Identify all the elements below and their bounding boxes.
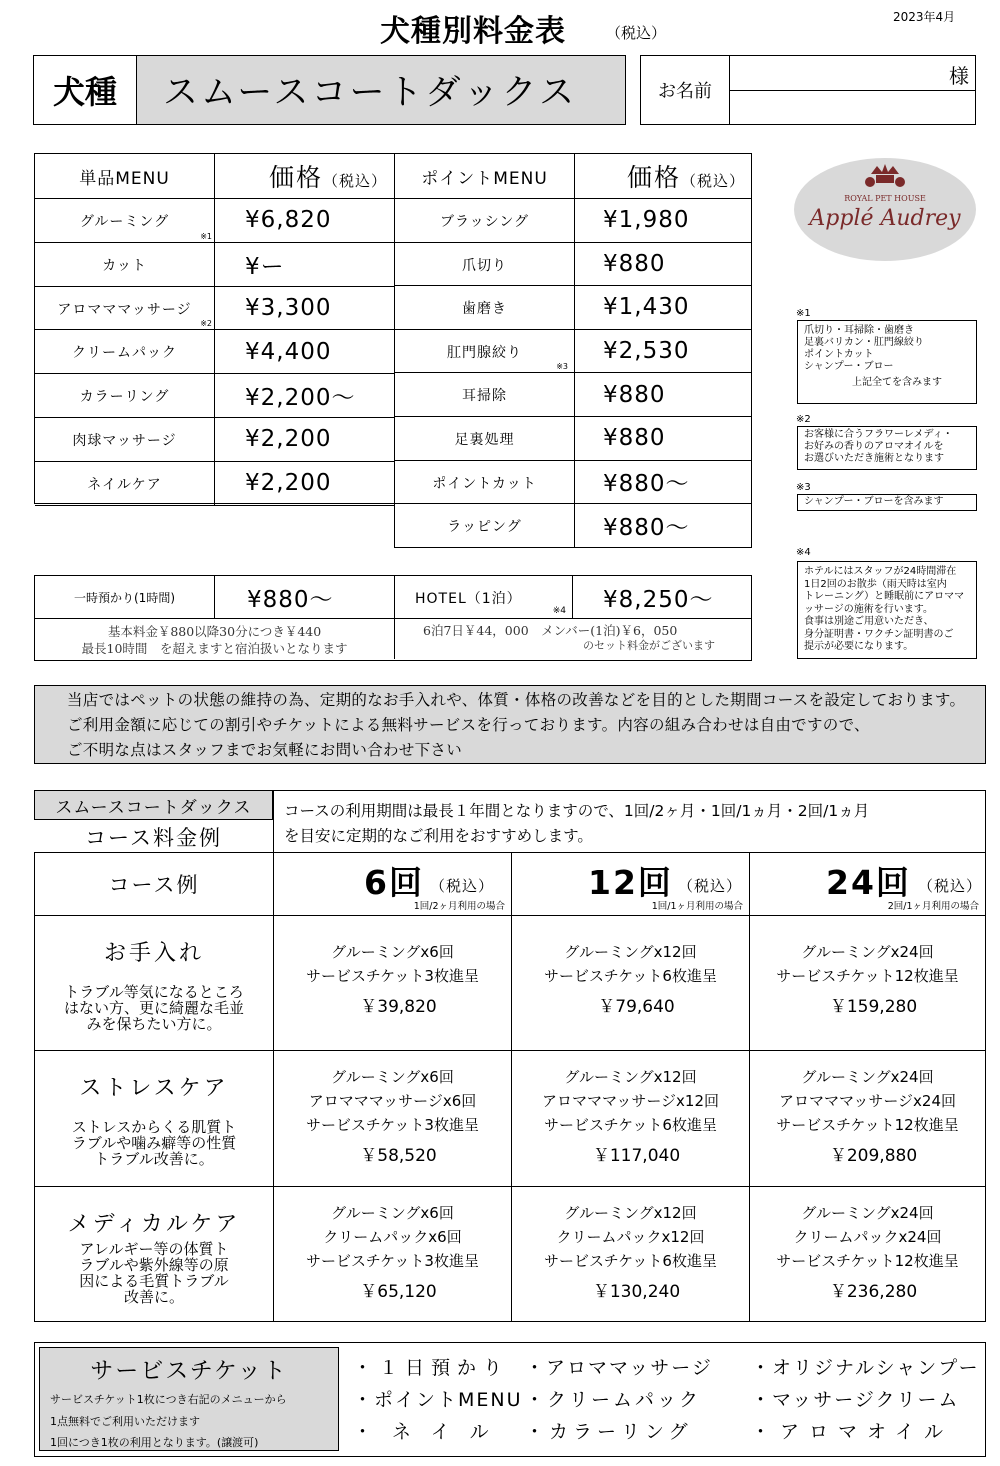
course-cell — [512, 916, 750, 1050]
course-col-note: 1回/1ヶ月利用の場合 — [651, 901, 743, 912]
hotel-cell — [395, 576, 573, 618]
course-cell — [750, 1187, 985, 1322]
point-menu-item-name: ラッピング — [447, 519, 522, 536]
single-menu-table — [34, 153, 395, 504]
course-cell-line: サービスチケット12枚進呈 — [776, 1252, 959, 1270]
course-cell-line: アロマママッサージx12回 — [541, 1092, 720, 1110]
course-cell-line: クリームパックx6回 — [323, 1228, 462, 1246]
note2-line: お客様に合うフラワーレメディ・ — [804, 429, 953, 440]
note3-line: シャンプー・ブローを含みます — [804, 496, 944, 507]
course-cell-price: ￥39,820 — [360, 997, 437, 1017]
ticket-item: ・アロマオイル — [751, 1421, 954, 1443]
course-cell-line: グルーミングx6回 — [331, 1068, 454, 1086]
course-cell-line: サービスチケット12枚進呈 — [776, 967, 959, 985]
course-row-desc-line: みを保ちたい方に。 — [86, 1015, 222, 1033]
course-cell — [274, 1051, 512, 1186]
course-breed: スムースコートダックス — [34, 790, 273, 820]
course-row-desc-line: アレルギー等の体質ト — [79, 1240, 229, 1258]
single-menu-item-name: クリームパック — [72, 345, 177, 362]
note1-footer: 上記全てを含みます — [852, 377, 942, 388]
single-menu-item-name: ネイルケア — [87, 476, 162, 493]
point-menu-row — [395, 504, 751, 548]
course-row — [35, 1187, 985, 1322]
course-col-tax: （税込） — [918, 877, 983, 895]
ticket-desc3: 1回につき1枚の利用となります。(譲渡可) — [50, 1436, 259, 1449]
single-menu-item-name: 肉球マッサージ — [72, 432, 177, 449]
single-menu-row — [35, 287, 395, 331]
page-title: 犬種別料金表 — [380, 14, 566, 49]
course-title: コース料金例 — [85, 825, 222, 850]
course-col-count: 6回 — [364, 863, 424, 902]
point-menu-item-name-cell — [395, 330, 575, 373]
logo-line2: Applé Audrey — [809, 206, 961, 231]
course-cell-price: ￥79,640 — [598, 997, 675, 1017]
course-cell-price: ￥58,520 — [360, 1146, 437, 1166]
point-menu-item-price: ¥1,430 — [603, 294, 690, 321]
single-menu-item-name-cell — [35, 374, 215, 417]
single-menu-item-name-cell — [35, 330, 215, 373]
note4-mark: ※4 — [796, 547, 811, 558]
ticket-desc2: 1点無料でご利用いただけます — [50, 1415, 200, 1428]
point-menu-row — [395, 373, 751, 417]
point-menu-tax-label: （税込） — [681, 171, 746, 190]
course-cell-line: サービスチケット3枚進呈 — [306, 1252, 479, 1270]
course-cell-line: サービスチケット3枚進呈 — [306, 967, 479, 985]
point-menu-item-name-cell — [395, 243, 575, 286]
single-menu-row — [35, 330, 395, 374]
daycare-price: ¥880〜 — [215, 576, 395, 618]
daycare-hotel-box — [34, 575, 752, 661]
course-cell-line: グルーミングx24回 — [801, 943, 934, 961]
course-cell-line: サービスチケット6枚進呈 — [544, 967, 717, 985]
note1-mark: ※1 — [796, 308, 811, 319]
course-row-desc — [35, 1241, 273, 1305]
single-menu-row — [35, 462, 395, 506]
ticket-left — [39, 1347, 339, 1451]
ticket-item: ・オリジナルシャンプー — [751, 1357, 980, 1379]
course-table — [34, 790, 986, 1322]
course-row-desc-line: ラブルや紫外線等の原 — [79, 1256, 229, 1274]
point-menu-row — [395, 199, 751, 243]
name-box — [640, 55, 976, 125]
single-menu-item-price: ¥ー — [215, 243, 395, 286]
point-menu-item-price: ¥880 — [603, 381, 666, 408]
course-cell-line: グルーミングx6回 — [331, 943, 454, 961]
course-cell — [512, 1051, 750, 1186]
point-menu-item-name-cell — [395, 286, 575, 329]
note4-line: 食事は別途ご用意いただき、 — [804, 616, 934, 627]
single-menu-row — [35, 199, 395, 243]
point-menu-price-label: 価格 — [627, 163, 682, 192]
course-cell — [274, 916, 512, 1050]
course-row-desc — [35, 1119, 273, 1167]
single-menu-row — [35, 374, 395, 418]
point-menu-item-price: ¥880〜 — [603, 515, 690, 542]
point-menu-header-price — [575, 154, 751, 198]
point-menu-row — [395, 417, 751, 461]
course-row-label — [35, 916, 274, 1050]
point-menu-item-price: ¥880 — [603, 250, 666, 277]
point-menu-item-price: ¥880〜 — [603, 471, 690, 498]
logo — [792, 156, 978, 263]
course-col-count: 12回 — [588, 863, 673, 902]
ticket-desc1: サービスチケット1枚につき右記のメニューから — [50, 1393, 287, 1406]
ticket-item: ・ネイル — [353, 1421, 509, 1443]
single-menu-item-price: ¥6,820 — [215, 199, 395, 242]
course-cell-price: ￥209,880 — [829, 1146, 918, 1166]
course-cell-price: ￥130,240 — [592, 1282, 681, 1302]
course-col-count: 24回 — [826, 863, 911, 902]
single-menu-item-mark: ※1 — [200, 231, 212, 241]
single-menu-item-price: ¥2,200 — [215, 418, 395, 461]
note1-line: ポイントカット — [804, 349, 874, 360]
hotel-note1: 6泊7日￥44，000 メンバー(1泊)￥6，050 — [423, 623, 678, 638]
note1-line: シャンプー・ブロー — [804, 361, 894, 372]
note4-line: トレーニング）と睡眠前にアロママ — [804, 591, 965, 602]
note3-box — [797, 494, 977, 511]
note1-line: 足裏バリカン・肛門線絞り — [804, 337, 924, 348]
course-cell — [274, 1187, 512, 1322]
daycare-note1: 基本料金￥880以降30分につき￥440 — [107, 624, 322, 639]
course-row-desc — [35, 984, 273, 1032]
single-menu-price-label: 価格 — [269, 163, 324, 192]
point-menu-item-mark: ※3 — [556, 362, 568, 372]
point-menu-item-name-cell — [395, 461, 575, 504]
note4-line: 身分証明書・ワクチン証明書のご — [804, 628, 954, 640]
course-description2: を目安に定期的なご利用をおすすめします。 — [284, 827, 593, 845]
point-menu-item-name-cell — [395, 199, 575, 242]
course-row — [35, 916, 985, 1051]
course-row-desc-line: 因による毛質トラブル — [79, 1272, 229, 1290]
point-menu-item-price: ¥2,530 — [603, 338, 690, 365]
hotel-notes — [395, 619, 751, 659]
hotel-price: ¥8,250〜 — [603, 586, 714, 613]
course-row-label — [35, 1051, 274, 1186]
ticket-title: サービスチケット — [90, 1358, 288, 1384]
point-menu-row — [395, 330, 751, 374]
hotel-label: HOTEL（1泊） — [415, 591, 522, 607]
course-col-6 — [274, 853, 512, 915]
course-cell-line: グルーミングx6回 — [331, 1204, 454, 1222]
point-menu-row — [395, 461, 751, 505]
course-row-desc-line: はない方、更に綺麗な毛並 — [63, 999, 244, 1017]
course-cell-line: アロマママッサージx24回 — [778, 1092, 957, 1110]
single-menu-row — [35, 243, 395, 287]
note2-line: お好みの香りのアロマオイルを — [804, 441, 944, 452]
course-cell-line: サービスチケット6枚進呈 — [544, 1116, 717, 1134]
course-cell-price: ￥159,280 — [829, 997, 918, 1017]
single-menu-item-mark: ※2 — [200, 319, 212, 329]
course-cell-line: クリームパックx24回 — [793, 1228, 942, 1246]
point-menu-item-name-cell — [395, 373, 575, 416]
ticket-item: ・アロママッサージ — [525, 1357, 713, 1379]
course-cell-price: ￥117,040 — [592, 1146, 681, 1166]
note2-line: お選びいただき施術となります — [804, 453, 944, 464]
course-col-tax: （税込） — [430, 877, 495, 895]
course-row-desc-line: ストレスからくる肌質ト — [71, 1118, 237, 1136]
daycare-notes — [35, 619, 395, 659]
course-column-header — [34, 852, 986, 916]
course-row-desc-line: トラブル等気になるところ — [64, 983, 244, 1001]
single-menu-item-name-cell — [35, 418, 215, 461]
note4-box — [797, 561, 977, 659]
course-cell — [750, 1051, 985, 1186]
course-cell-line: グルーミングx12回 — [564, 1068, 697, 1086]
single-menu-header-price — [215, 154, 395, 198]
point-menu-item-name-cell — [395, 504, 575, 548]
course-description-box — [273, 790, 986, 853]
single-menu-header — [35, 154, 395, 199]
course-cell-line: グルーミングx24回 — [801, 1068, 934, 1086]
course-row-name: お手入れ — [103, 941, 204, 966]
ticket-item: ・１日預かり — [353, 1357, 510, 1379]
course-cell-line: グルーミングx24回 — [801, 1204, 934, 1222]
point-menu-row — [395, 243, 751, 287]
point-menu-row — [395, 286, 751, 330]
info-line: ご不明な点はスタッフまでお気軽にお問い合わせ下さい — [67, 741, 463, 759]
point-menu-item-name: ブラッシング — [439, 214, 530, 230]
course-cell-price: ￥65,120 — [360, 1282, 437, 1302]
point-menu-item-name: 肛門腺絞り — [447, 344, 522, 361]
single-menu-item-name-cell — [35, 243, 215, 286]
point-menu-item-name: 歯磨き — [462, 301, 507, 318]
course-col-note: 1回/2ヶ月利用の場合 — [413, 901, 505, 912]
course-row — [35, 1051, 985, 1187]
name-label: お名前 — [658, 81, 712, 102]
point-menu-item-name: 爪切り — [462, 257, 507, 274]
hotel-note2: のセット料金がございます — [583, 639, 715, 652]
info-line: 当店ではペットの状態の維持の為、定期的なお手入れや、体質・体格の改善などを目的とした期間コースを設定しております。 — [67, 691, 966, 709]
single-menu-row — [35, 418, 395, 462]
hotel-mark: ※4 — [552, 606, 566, 616]
breed-value: スムースコートダックス — [137, 56, 625, 124]
course-row-desc-line: トラブル改善に。 — [94, 1150, 214, 1168]
point-menu-header — [395, 154, 751, 199]
point-menu-item-name: ポイントカット — [432, 475, 537, 492]
course-cell — [750, 916, 985, 1050]
point-menu-item-name: 足裏処理 — [454, 431, 515, 448]
course-cell — [512, 1187, 750, 1322]
course-cell-price: ￥236,280 — [829, 1282, 918, 1302]
course-cell-line: サービスチケット6枚進呈 — [544, 1252, 717, 1270]
course-cell-line: グルーミングx12回 — [564, 943, 697, 961]
course-row-label — [35, 1187, 274, 1322]
breed-label: 犬種 — [34, 56, 137, 124]
course-cell-line: サービスチケット3枚進呈 — [306, 1116, 479, 1134]
course-example-label: コース例 — [35, 853, 274, 915]
info-box — [34, 685, 986, 764]
ticket-item: ・マッサージクリーム — [751, 1389, 960, 1411]
ticket-box — [34, 1342, 986, 1457]
logo-line1: ROYAL PET HOUSE — [844, 194, 926, 203]
note4-line: ッサージの施術を行います。 — [804, 603, 933, 615]
point-menu-item-price: ¥880 — [603, 425, 666, 452]
single-menu-item-name: グルーミング — [79, 214, 170, 230]
single-menu-item-name: カラーリング — [79, 389, 170, 406]
note4-line: 提示が必要になります。 — [804, 641, 914, 652]
note3-mark: ※3 — [796, 482, 811, 493]
point-menu-item-name-cell — [395, 417, 575, 460]
page-title-tax: （税込） — [606, 24, 667, 42]
single-menu-item-name-cell — [35, 199, 215, 242]
course-col-12 — [512, 853, 750, 915]
note2-mark: ※2 — [796, 414, 811, 425]
breed-box — [33, 55, 626, 125]
single-menu-item-name: カット — [102, 257, 147, 274]
ticket-item: ・ポイントMENU — [353, 1389, 523, 1411]
info-line: ご利用金額に応じての割引やチケットによる無料サービスを行っております。内容の組み合わせは自由ですので、 — [67, 716, 870, 734]
point-menu-header-label: ポイントMENU — [395, 154, 575, 198]
note1-box — [797, 320, 977, 404]
daycare-note2: 最長10時間 を超えますと宿泊扱いとなります — [81, 641, 348, 656]
course-row-desc-line: 改善に。 — [123, 1288, 184, 1306]
course-col-note: 2回/1ヶ月利用の場合 — [887, 901, 979, 912]
ticket-item: ・クリームパック — [525, 1389, 702, 1411]
name-suffix: 様 — [949, 64, 969, 88]
single-menu-header-label: 単品MENU — [35, 154, 215, 198]
point-menu-table — [394, 153, 752, 548]
course-cell-line: グルーミングx12回 — [564, 1204, 697, 1222]
course-description1: コースの利用期間は最長１年間となりますので、1回/2ヶ月・1回/1ヵ月・2回/1ヵ月 — [284, 802, 870, 820]
single-menu-item-price: ¥2,200 — [215, 462, 395, 505]
point-menu-item-name: 耳掃除 — [462, 388, 507, 405]
single-menu-item-name-cell — [35, 287, 215, 330]
point-menu-item-price: ¥1,980 — [603, 207, 690, 234]
course-col-24 — [750, 853, 985, 915]
name-field[interactable] — [729, 56, 975, 124]
course-row-desc-line: ラブルや噛み癖等の性質 — [71, 1134, 237, 1152]
single-menu-item-price: ¥4,400 — [215, 330, 395, 373]
course-cell-line: アロマママッサージx6回 — [308, 1092, 477, 1110]
single-menu-item-price: ¥3,300 — [215, 287, 395, 330]
note4-line: ホテルにはスタッフが24時間滞在 — [804, 566, 957, 577]
single-menu-item-name: アロマママッサージ — [57, 301, 192, 318]
date-label: 2023年4月 — [893, 10, 956, 24]
note1-line: 爪切り・耳掃除・歯磨き — [804, 325, 914, 336]
note2-box — [797, 426, 977, 470]
ticket-item: ・カラーリング — [525, 1421, 693, 1443]
course-row-name: メディカルケア — [67, 1212, 241, 1237]
course-row-name: ストレスケア — [79, 1076, 229, 1101]
daycare-label: 一時預かり(1時間) — [35, 576, 215, 618]
single-menu-tax-label: （税込） — [323, 171, 388, 190]
note4-line: 1日2回のお散歩（雨天時は室内 — [804, 578, 947, 590]
course-cell-line: クリームパックx12回 — [556, 1228, 705, 1246]
course-col-tax: （税込） — [678, 877, 743, 895]
course-cell-line: サービスチケット12枚進呈 — [776, 1116, 959, 1134]
single-menu-item-name-cell — [35, 462, 215, 505]
single-menu-item-price: ¥2,200〜 — [215, 374, 395, 417]
